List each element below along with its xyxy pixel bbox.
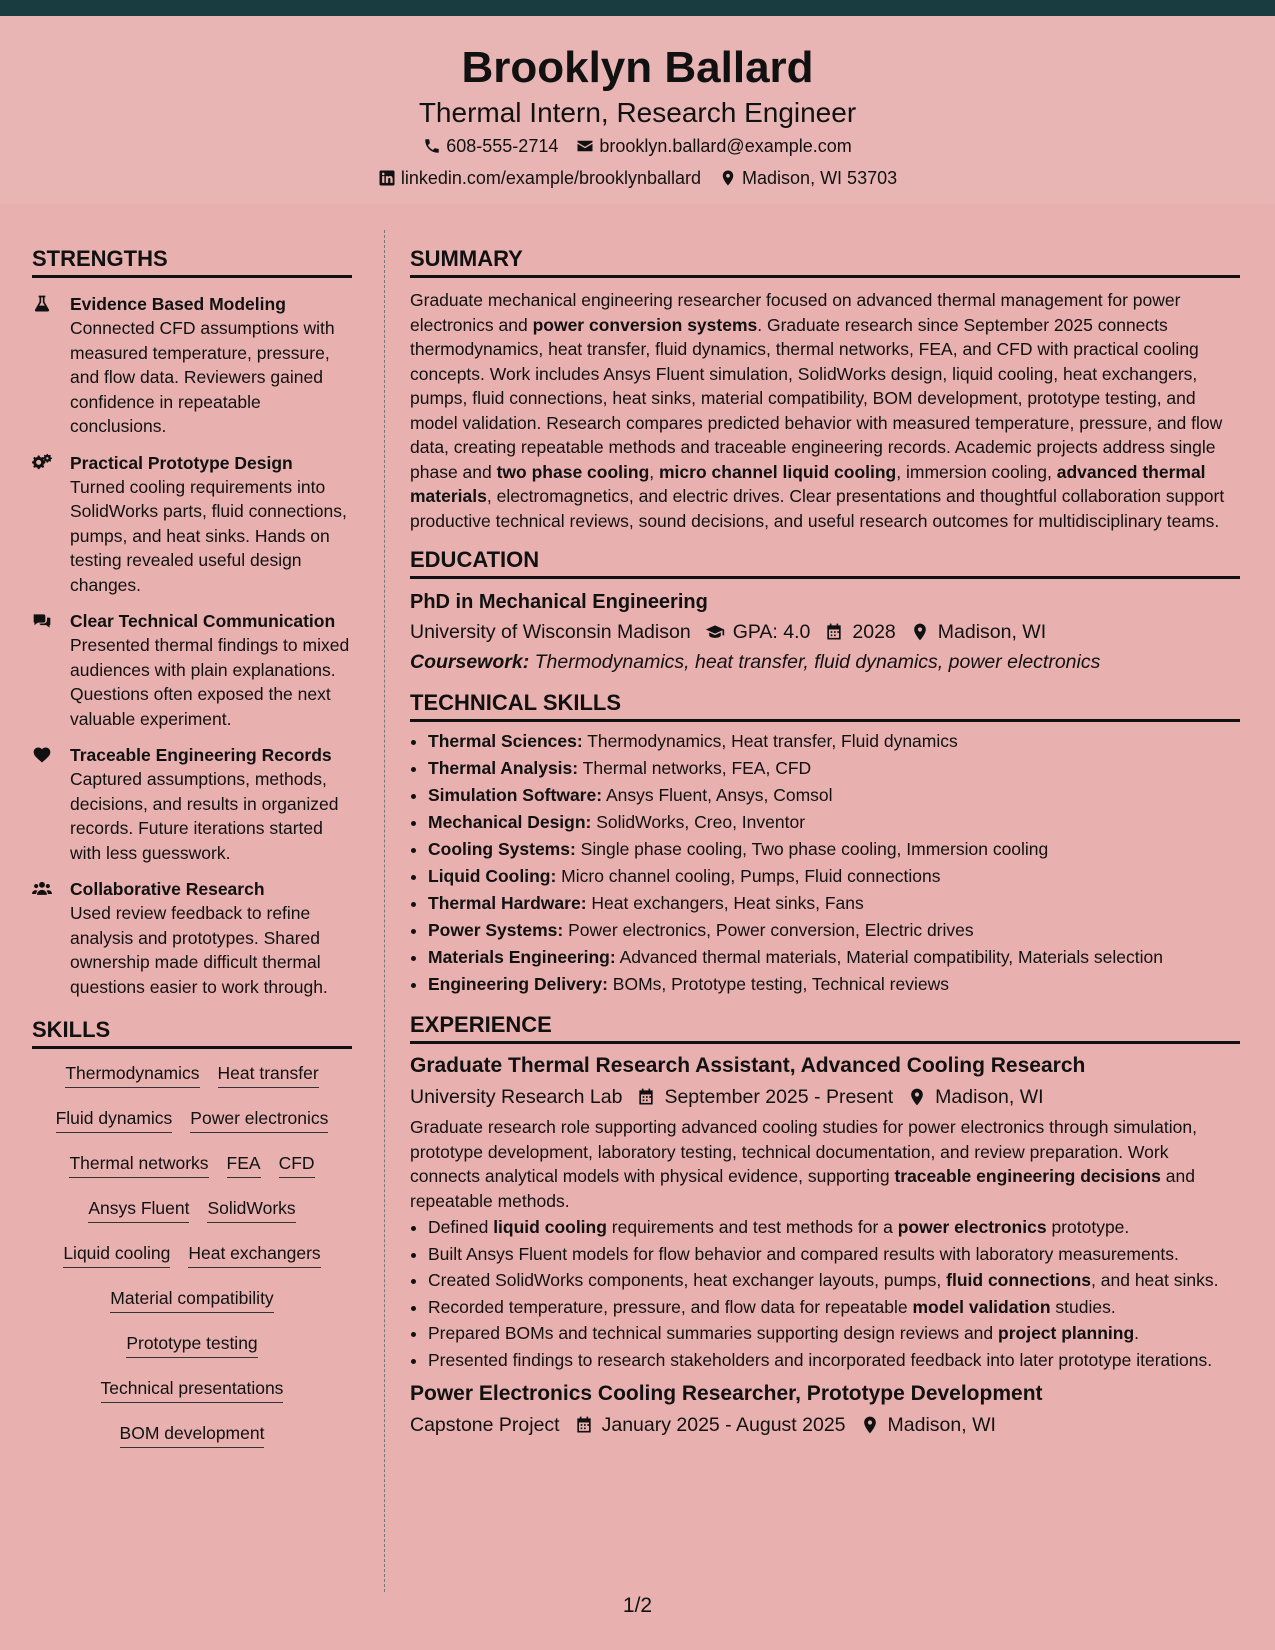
- technical-skill-item: [428, 836, 1240, 863]
- emphasis-text: liquid cooling: [493, 1217, 607, 1237]
- technical-skill-label: Engineering Delivery:: [428, 974, 608, 994]
- email[interactable]: [576, 134, 851, 158]
- text-segment: and repeatable methods.: [410, 1166, 1195, 1211]
- strength-title: Collaborative Research: [70, 879, 265, 899]
- technical-skill-value: Thermal networks, FEA, CFD: [578, 758, 812, 778]
- text-segment: Recorded temperature, pressure, and flow data for repeatable: [428, 1296, 913, 1317]
- degree: PhD in Mechanical Engineering: [410, 591, 708, 613]
- strength-title: Traceable Engineering Records: [70, 745, 332, 765]
- skill-row: [32, 1196, 352, 1241]
- text-segment: Presented findings to research stakeholders and incorporated feedback into later prototype iterations.: [428, 1349, 1213, 1370]
- strength-body: [70, 743, 352, 865]
- job-bullet: [428, 1295, 1240, 1320]
- technical-skill-label: Mechanical Design:: [428, 812, 592, 832]
- text-segment: , electromagnetics, and electric drives. Clear presentations and thoughtful collaboration support productive technical reviews, sound decisions, and useful research outcomes for multidisciplinary teams.: [410, 486, 1225, 531]
- technical-skills-list: [410, 728, 1240, 998]
- technical-skill-value: Single phase cooling, Two phase cooling, Immersion cooling: [575, 839, 1049, 859]
- gpa: GPA: 4.0: [732, 621, 811, 643]
- skills-heading: SKILLS: [32, 1017, 352, 1049]
- job-entry: [410, 1380, 1240, 1439]
- skill-row: [32, 1331, 352, 1376]
- skill-tag: SolidWorks: [207, 1196, 295, 1223]
- heart-icon: [32, 745, 52, 765]
- technical-skill-label: Thermal Hardware:: [428, 893, 587, 913]
- graduation-cap-icon: [705, 622, 725, 642]
- strength-title: Evidence Based Modeling: [70, 294, 286, 314]
- summary-heading: SUMMARY: [410, 246, 1240, 278]
- skill-row: [32, 1106, 352, 1151]
- phone-text: 608-555-2714: [446, 136, 559, 156]
- contact-row-2: [0, 166, 1275, 190]
- technical-skill-value: Advanced thermal materials, Material compatibility, Materials selection: [615, 947, 1163, 967]
- technical-skill-value: Ansys Fluent, Ansys, Comsol: [602, 785, 833, 805]
- right-column: [410, 246, 1240, 1439]
- emphasis-text: power conversion systems: [532, 314, 758, 335]
- technical-skill-value: SolidWorks, Creo, Inventor: [591, 812, 806, 832]
- phone-icon: [423, 137, 441, 155]
- flask-icon: [32, 294, 52, 314]
- skills-list: [32, 1061, 352, 1466]
- jobs-list: [410, 1052, 1240, 1439]
- technical-skill-item: [428, 755, 1240, 782]
- job-location: Madison, WI: [935, 1086, 1044, 1108]
- text-segment: studies.: [1050, 1296, 1116, 1317]
- contact-row-1: [0, 134, 1275, 158]
- text-segment: ,: [649, 461, 659, 482]
- map-marker-icon: [719, 169, 737, 187]
- technical-skill-item: [428, 917, 1240, 944]
- text-segment: Graduate research role supporting advanced cooling studies for power electronics through simulation, prototype development, laboratory testing, technical documentation, and review preparation. Work connects analytical models with physical evidence, supporting: [410, 1117, 1197, 1186]
- skill-tag: Prototype testing: [126, 1331, 257, 1358]
- skill-tag: CFD: [279, 1151, 315, 1178]
- education-location: Madison, WI: [937, 621, 1047, 643]
- job-bullet: [428, 1215, 1240, 1240]
- text-segment: Created SolidWorks components, heat exchanger layouts, pumps,: [428, 1270, 947, 1290]
- map-marker-icon: [910, 622, 930, 642]
- linkedin-icon: [378, 169, 396, 187]
- technical-skill-label: Thermal Sciences:: [428, 731, 583, 751]
- text-segment: Prepared BOMs and technical summaries supporting design reviews and: [428, 1323, 999, 1343]
- job-location: Madison, WI: [887, 1414, 996, 1436]
- job-dates: September 2025 - Present: [664, 1086, 894, 1108]
- education-meta: [410, 618, 1240, 646]
- emphasis-text: power electronics: [897, 1217, 1047, 1237]
- technical-skill-value: Power electronics, Power conversion, Electric drives: [563, 920, 974, 940]
- job-bullet: [428, 1321, 1240, 1346]
- technical-skill-item: [428, 728, 1240, 755]
- technical-skill-item: [428, 944, 1240, 971]
- job-description: [410, 1115, 1240, 1213]
- skill-tag: Thermodynamics: [65, 1061, 199, 1088]
- skill-row: [32, 1241, 352, 1286]
- technical-skill-label: Thermal Analysis:: [428, 758, 579, 778]
- text-segment: .: [1134, 1323, 1140, 1343]
- job-bullet: [428, 1348, 1240, 1373]
- experience-section: [410, 1012, 1240, 1439]
- technical-skill-item: [428, 782, 1240, 809]
- education-section: [410, 547, 1240, 676]
- graduation-year: 2028: [852, 621, 896, 643]
- skill-tag: Thermal networks: [69, 1151, 208, 1178]
- job-meta: [410, 1411, 1240, 1439]
- strength-desc: Used review feedback to refine analysis and prototypes. Shared ownership made difficult thermal questions easier to work through.: [70, 903, 328, 997]
- skill-tag: Technical presentations: [101, 1376, 284, 1403]
- skill-tag: Material compatibility: [110, 1286, 273, 1313]
- location-text: Madison, WI 53703: [742, 168, 898, 188]
- school: University of Wisconsin Madison: [410, 621, 691, 643]
- technical-skill-value: Heat exchangers, Heat sinks, Fans: [586, 893, 864, 913]
- emphasis-text: project planning: [998, 1323, 1135, 1343]
- coursework-text: Thermodynamics, heat transfer, fluid dynamics, power electronics: [534, 651, 1101, 673]
- top-bar: [0, 0, 1275, 16]
- text-segment: requirements and test methods for a: [606, 1217, 898, 1237]
- skill-row: [32, 1421, 352, 1466]
- strengths-heading: STRENGTHS: [32, 246, 352, 278]
- linkedin-text[interactable]: linkedin.com/example/brooklynballard: [400, 168, 702, 188]
- technical-skill-item: [428, 809, 1240, 836]
- column-divider: [384, 230, 385, 1592]
- skill-tag: Fluid dynamics: [56, 1106, 173, 1133]
- strength-item: [32, 877, 352, 999]
- technical-skill-item: [428, 971, 1240, 998]
- resume-header: [0, 16, 1275, 204]
- skill-tag: Ansys Fluent: [88, 1196, 189, 1223]
- envelope-icon: [576, 137, 594, 155]
- job-meta: [410, 1083, 1240, 1111]
- skill-row: [32, 1376, 352, 1421]
- skill-row: [32, 1061, 352, 1106]
- job-title: Graduate Thermal Research Assistant, Advanced Cooling Research: [410, 1054, 1086, 1077]
- strengths-list: [32, 292, 352, 999]
- emphasis-text: two phase cooling: [496, 461, 650, 482]
- location: [719, 166, 897, 190]
- experience-heading: EXPERIENCE: [410, 1012, 1240, 1044]
- skill-tag: Power electronics: [190, 1106, 328, 1133]
- technical-skills-section: [410, 690, 1240, 998]
- text-segment: prototype.: [1046, 1217, 1130, 1237]
- technical-skill-item: [428, 863, 1240, 890]
- candidate-name: Brooklyn Ballard: [461, 43, 814, 92]
- phone: [423, 134, 558, 158]
- technical-skill-label: Liquid Cooling:: [428, 866, 557, 886]
- skill-tag: Liquid cooling: [63, 1241, 170, 1268]
- summary-text: [410, 288, 1240, 533]
- comments-icon: [32, 611, 52, 631]
- strength-body: [70, 609, 352, 731]
- text-segment: , and heat sinks.: [1091, 1270, 1219, 1290]
- skill-row: [32, 1286, 352, 1331]
- job-dates: January 2025 - August 2025: [601, 1414, 846, 1436]
- skill-tag: BOM development: [120, 1421, 265, 1448]
- map-marker-icon: [860, 1415, 880, 1435]
- strength-title: Clear Technical Communication: [70, 611, 336, 631]
- linkedin[interactable]: [378, 166, 701, 190]
- technical-skill-label: Simulation Software:: [428, 785, 603, 805]
- emphasis-text: traceable engineering decisions: [894, 1166, 1161, 1186]
- skill-tag: Heat transfer: [218, 1061, 319, 1088]
- strength-item: [32, 292, 352, 439]
- technical-skills-heading: TECHNICAL SKILLS: [410, 690, 1240, 722]
- strength-title: Practical Prototype Design: [70, 452, 293, 473]
- candidate-title: Thermal Intern, Research Engineer: [418, 97, 857, 128]
- calendar-icon: [636, 1087, 656, 1107]
- emphasis-text: micro channel liquid cooling: [659, 461, 897, 482]
- email-text[interactable]: brooklyn.ballard@example.com: [599, 136, 852, 156]
- strength-item: [32, 743, 352, 865]
- strength-item: [32, 609, 352, 731]
- text-segment: Defined: [428, 1217, 494, 1237]
- text-segment: , immersion cooling,: [896, 461, 1057, 482]
- job-bullets: [410, 1215, 1240, 1372]
- calendar-icon: [824, 622, 844, 642]
- skill-tag: Heat exchangers: [188, 1241, 320, 1268]
- strength-item: [32, 451, 352, 598]
- coursework: [410, 648, 1240, 676]
- strength-desc: Turned cooling requirements into SolidWorks parts, fluid connections, pumps, and heat sinks. Hands on testing revealed useful design changes.: [70, 476, 347, 595]
- users-icon: [32, 879, 52, 899]
- technical-skill-label: Materials Engineering:: [428, 947, 616, 967]
- job-title: Power Electronics Cooling Researcher, Prototype Development: [410, 1382, 1043, 1405]
- strength-desc: Captured assumptions, methods, decisions, and results in organized records. Future iterations started with less guesswork.: [70, 769, 339, 863]
- technical-skill-item: [428, 890, 1240, 917]
- text-segment: Graduate mechanical engineering researcher focused on advanced thermal management for power electronics and: [410, 290, 1181, 335]
- job-bullet: [428, 1242, 1240, 1267]
- education-heading: EDUCATION: [410, 547, 1240, 579]
- skill-tag: FEA: [227, 1151, 261, 1178]
- emphasis-text: advanced thermal materials: [410, 461, 1206, 506]
- strength-desc: Presented thermal findings to mixed audiences with plain explanations. Questions often exposed the next valuable experiment.: [70, 635, 350, 729]
- job-bullet: [428, 1268, 1240, 1293]
- skill-row: [32, 1151, 352, 1196]
- left-column: [32, 246, 352, 1466]
- emphasis-text: model validation: [912, 1296, 1051, 1317]
- technical-skill-value: Micro channel cooling, Pumps, Fluid connections: [556, 866, 941, 886]
- coursework-label: Coursework:: [410, 651, 530, 673]
- technical-skill-label: Power Systems:: [428, 920, 564, 940]
- strength-body: [70, 877, 352, 999]
- job-org: University Research Lab: [410, 1086, 623, 1108]
- technical-skill-value: Thermodynamics, Heat transfer, Fluid dynamics: [582, 731, 958, 751]
- text-segment: Built Ansys Fluent models for flow behavior and compared results with laboratory measurements.: [428, 1243, 1179, 1264]
- job-org: Capstone Project: [410, 1414, 560, 1436]
- map-marker-icon: [907, 1087, 927, 1107]
- strength-body: [70, 292, 352, 439]
- calendar-icon: [574, 1415, 594, 1435]
- page-number: 1/2: [622, 1594, 653, 1617]
- strength-body: [70, 451, 352, 598]
- emphasis-text: fluid connections: [946, 1270, 1092, 1290]
- technical-skill-value: BOMs, Prototype testing, Technical reviews: [607, 974, 949, 994]
- strength-desc: Connected CFD assumptions with measured temperature, pressure, and flow data. Reviewers gained confidence in repeatable conclusions.: [70, 318, 335, 436]
- job-entry: [410, 1052, 1240, 1372]
- technical-skill-label: Cooling Systems:: [428, 839, 576, 859]
- text-segment: . Graduate research since September 2025 connects thermodynamics, heat transfer, fluid dynamics, thermal networks, FEA, and CFD with practical cooling concepts. Work includes Ansys Fluent simulation, SolidWorks design, liquid cooling, heat exchangers, pumps, fluid connections, heat sinks, material compatibility, BOM development, prototype testing, and model validation. Research compares predicted behavior with measured temperature, pressure, and flow data, creating repeatable methods and traceable engineering records. Academic projects address single phase and: [410, 314, 1223, 482]
- gears-icon: [32, 453, 52, 473]
